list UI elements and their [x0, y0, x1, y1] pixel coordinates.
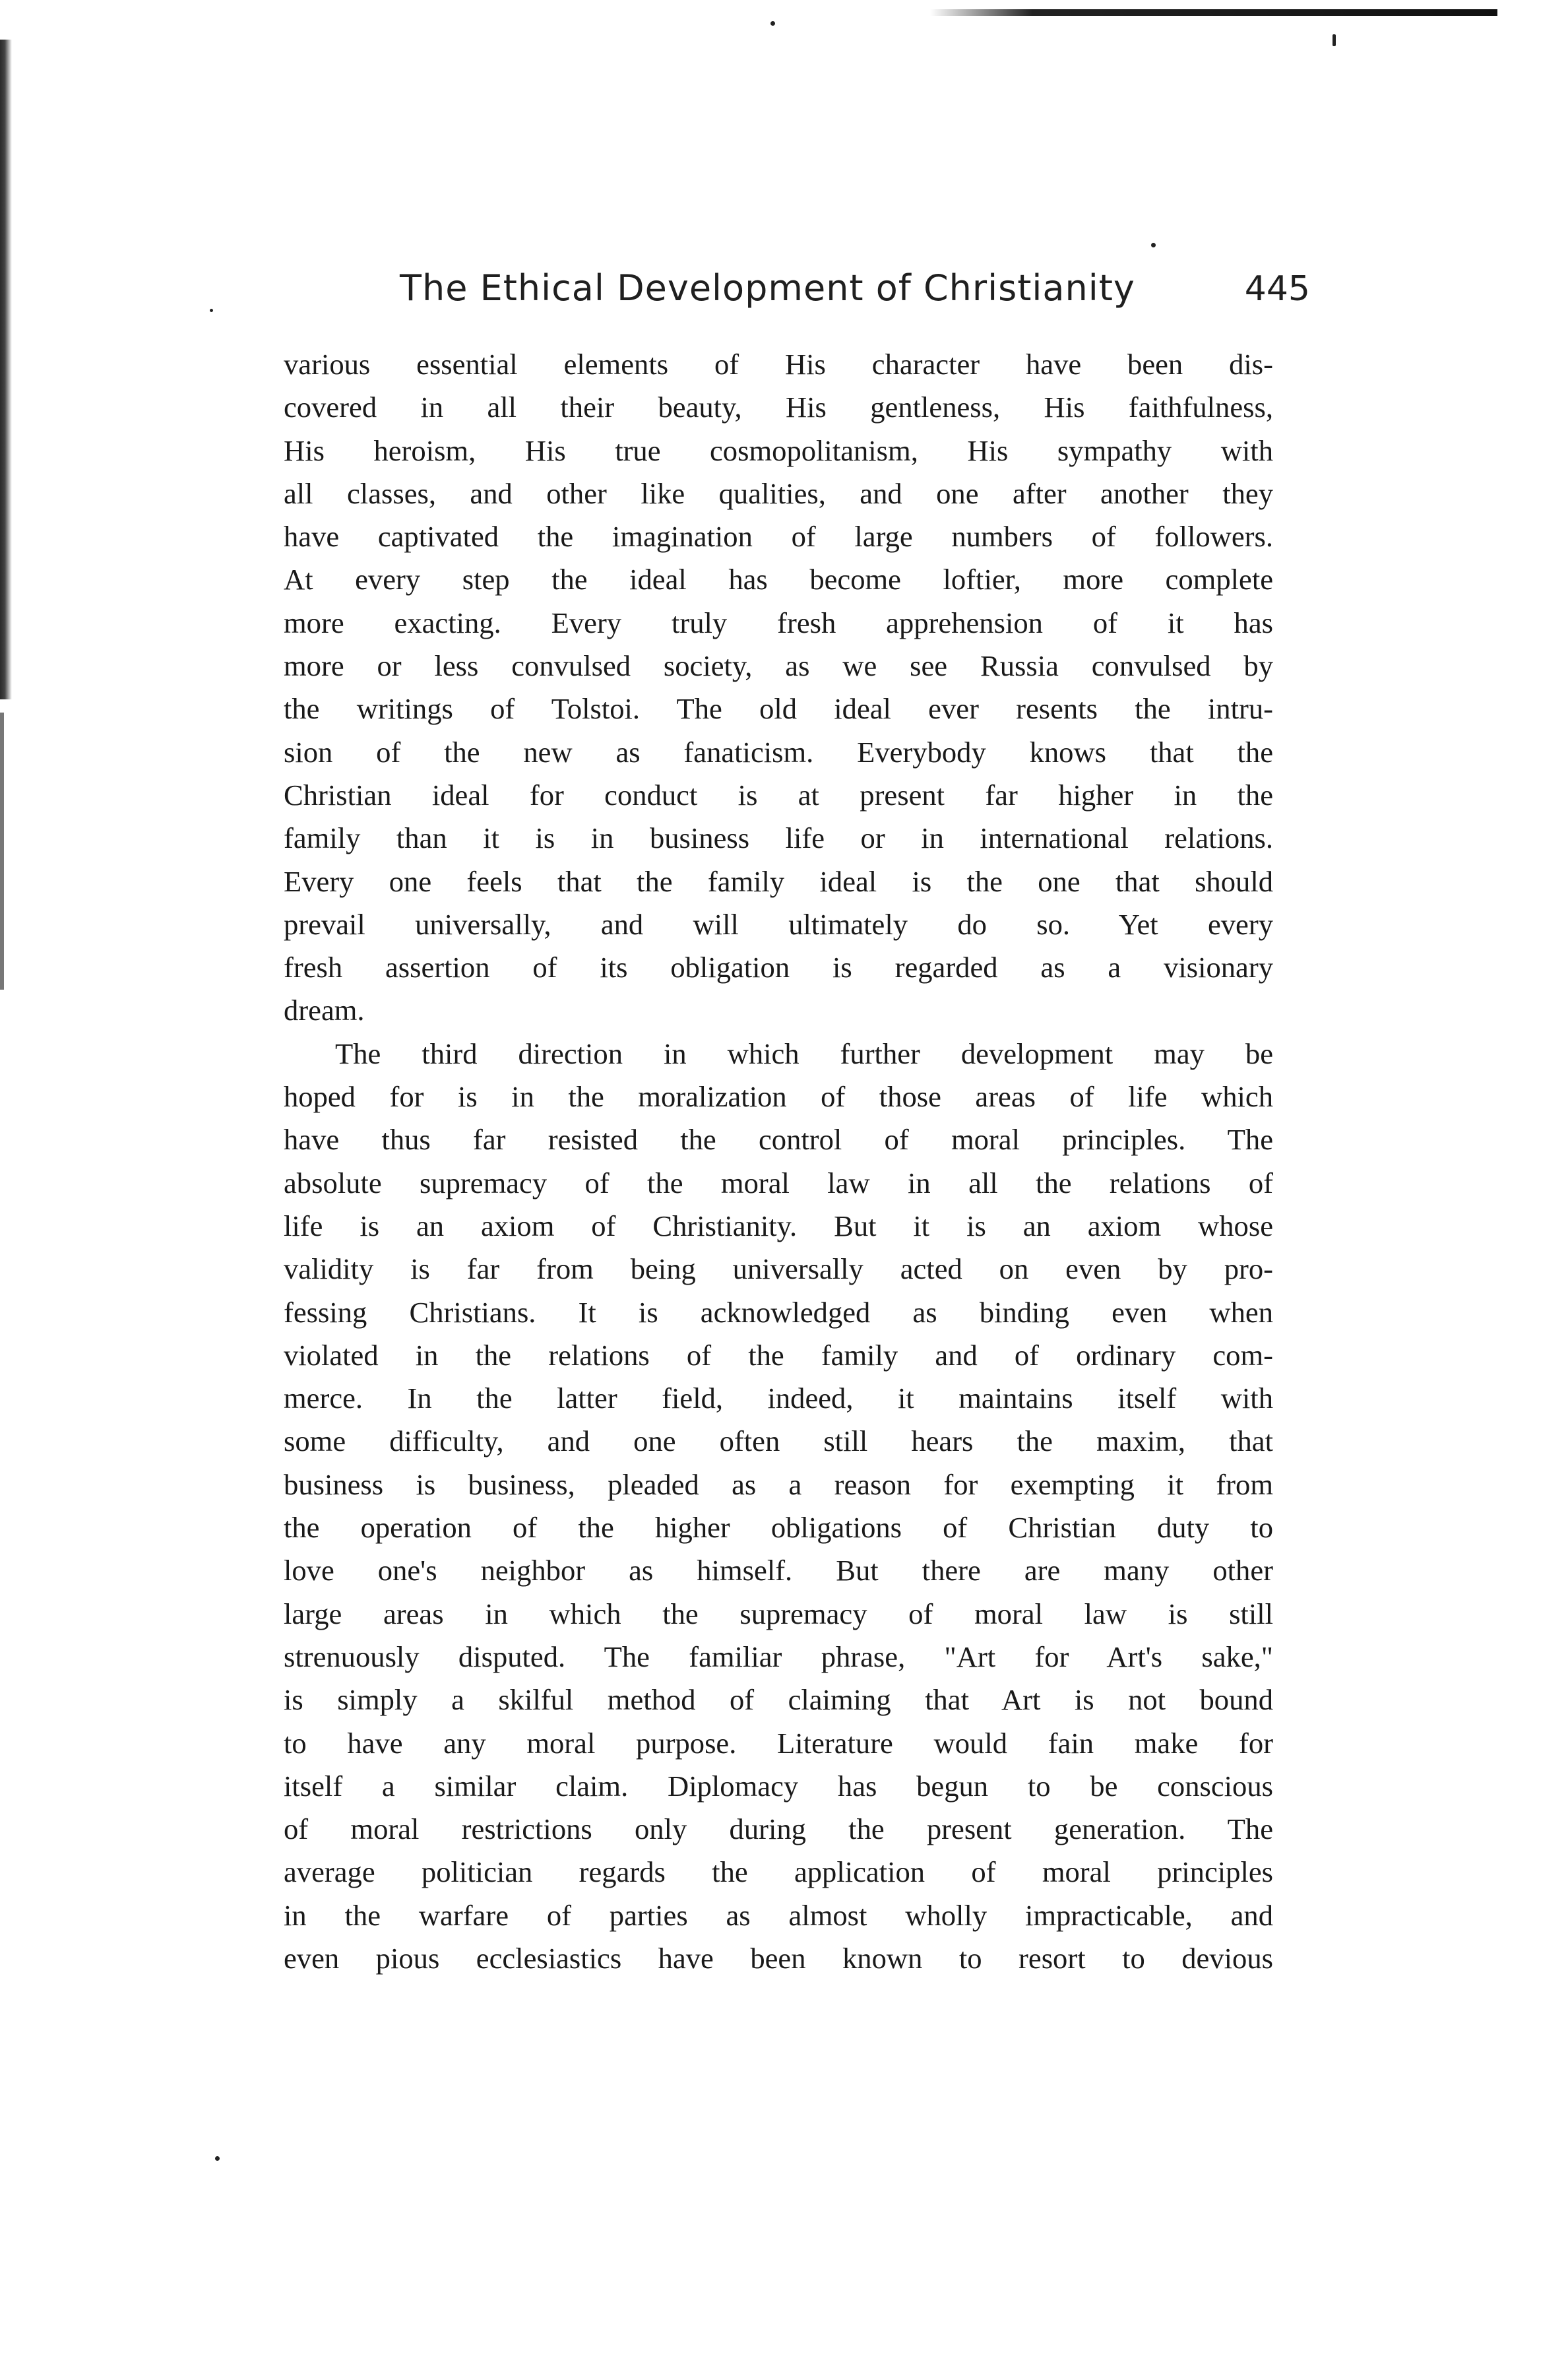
text-line: family than it is in business life or in international relations.: [284, 821, 1273, 855]
text-line: merce. In the latter field, indeed, it maintains itself with: [284, 1382, 1273, 1415]
scan-speck: [210, 309, 213, 312]
paragraph: [284, 1033, 1273, 1981]
text-line: have thus far resisted the control of moral principles. The: [284, 1123, 1273, 1157]
text-line: dream.: [284, 994, 365, 1027]
text-line: His heroism, His true cosmopolitanism, His sympathy with: [284, 433, 1273, 467]
text-line: have captivated the imagination of large numbers of followers.: [284, 520, 1273, 554]
top-scan-rule: [930, 9, 1497, 16]
text-line: strenuously disputed. The familiar phrase, "Art for Art's sake,": [284, 1640, 1273, 1673]
scan-edge-shadow: [0, 40, 12, 699]
text-line: more exacting. Every truly fresh apprehension of it has: [284, 606, 1273, 639]
text-line: validity is far from being universally acted on even by pro-: [284, 1252, 1273, 1286]
body-text: [284, 343, 1273, 1980]
text-line: fresh assertion of its obligation is regarded as a visionary: [284, 951, 1273, 984]
text-line: life is an axiom of Christianity. But it is an axiom whose: [284, 1209, 1273, 1242]
text-line: various essential elements of His character have been dis-: [284, 348, 1273, 381]
text-line: sion of the new as fanaticism. Everybody knows that the: [284, 735, 1273, 769]
text-line: to have any moral purpose. Literature would fain make for: [284, 1726, 1273, 1760]
text-line: prevail universally, and will ultimately do so. Yet every: [284, 907, 1273, 941]
scan-edge-shadow-lower: [0, 713, 4, 990]
text-line: The third direction in which further development may be: [335, 1037, 1273, 1070]
text-line: even pious ecclesiastics have been known to resort to devious: [284, 1941, 1273, 1975]
text-line: average politician regards the application of moral principles: [284, 1855, 1273, 1889]
scan-speck: [1333, 34, 1336, 46]
text-line: the operation of the higher obligations of Christian duty to: [284, 1511, 1273, 1545]
text-line: fessing Christians. It is acknowledged as binding even when: [284, 1295, 1273, 1329]
text-line: hoped for is in the moralization of those areas of life which: [284, 1080, 1273, 1114]
text-line: is simply a skilful method of claiming that Art is not bound: [284, 1683, 1273, 1717]
text-line: itself a similar claim. Diplomacy has begun to be conscious: [284, 1769, 1273, 1803]
text-line: Christian ideal for conduct is at present far higher in the: [284, 778, 1273, 812]
scan-speck: [1151, 243, 1156, 247]
text-line: business is business, pleaded as a reason for exempting it from: [284, 1467, 1273, 1501]
text-line: of moral restrictions only during the present generation. The: [284, 1812, 1273, 1846]
text-line: covered in all their beauty, His gentleness, His faithfulness,: [284, 391, 1273, 424]
text-line: violated in the relations of the family and of ordinary com-: [284, 1338, 1273, 1372]
text-line: all classes, and other like qualities, and one after another they: [284, 476, 1273, 510]
scan-speck: [215, 2156, 220, 2161]
paragraph: [284, 343, 1273, 1033]
text-line: absolute supremacy of the moral law in all the relations of: [284, 1166, 1273, 1199]
page-number: 445: [1244, 269, 1310, 309]
text-line: love one's neighbor as himself. But there are many other: [284, 1554, 1273, 1587]
text-line: more or less convulsed society, as we see Russia convulsed by: [284, 649, 1273, 683]
text-line: At every step the ideal has become loftier, more complete: [284, 563, 1273, 596]
text-line: large areas in which the supremacy of moral law is still: [284, 1597, 1273, 1630]
running-title: The Ethical Development of Christianity: [400, 267, 1135, 309]
text-line: some difficulty, and one often still hears the maxim, that: [284, 1424, 1273, 1458]
scan-speck: [770, 21, 775, 26]
text-line: in the warfare of parties as almost wholly impracticable, and: [284, 1898, 1273, 1932]
text-line: Every one feels that the family ideal is the one that should: [284, 864, 1273, 898]
text-line: the writings of Tolstoi. The old ideal ever resents the intru-: [284, 692, 1273, 726]
running-header: [400, 267, 1310, 327]
